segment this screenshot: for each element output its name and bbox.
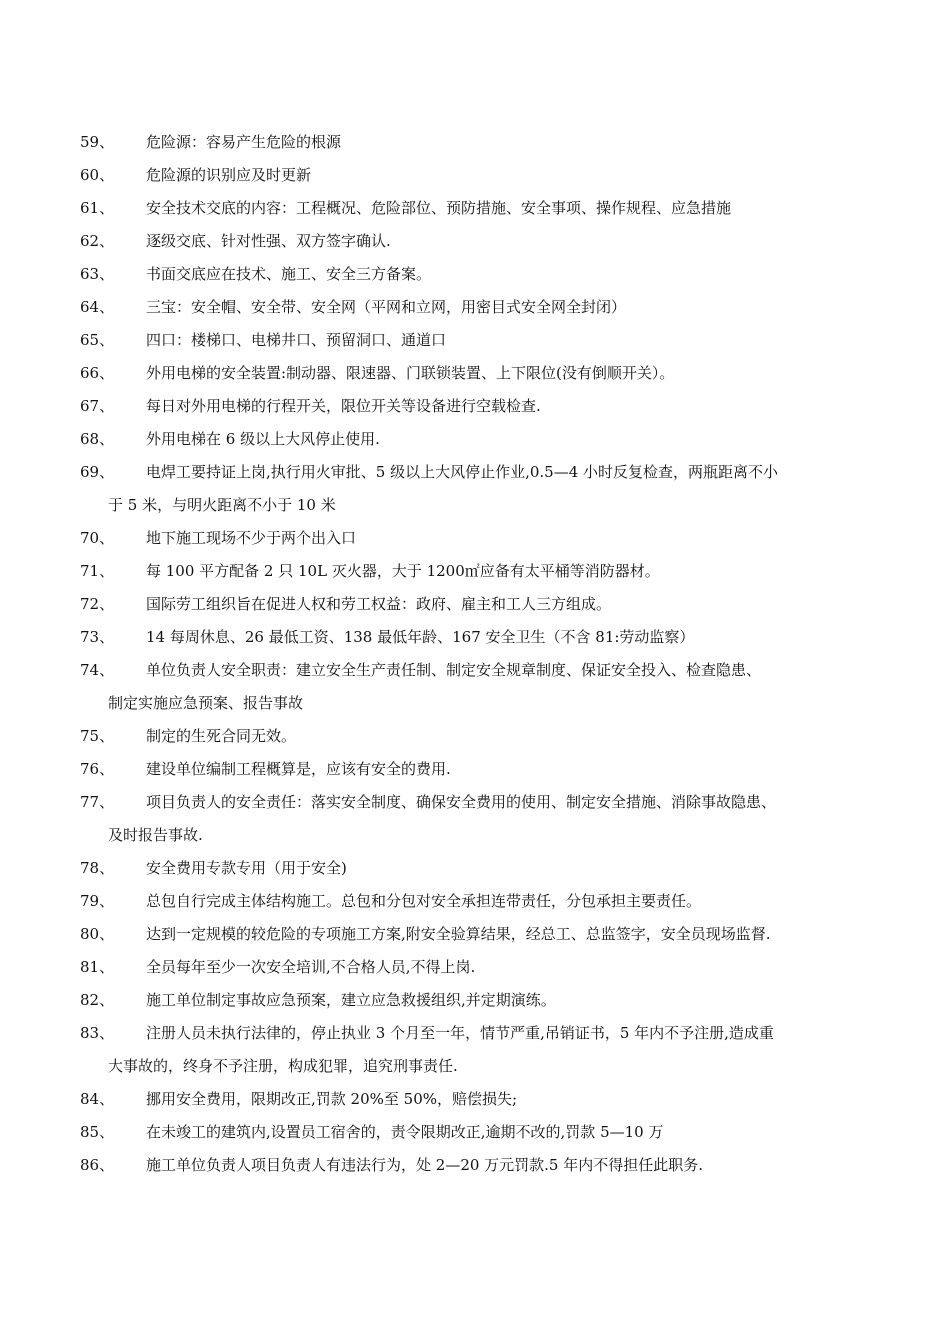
list-item	[80, 555, 870, 588]
item-number: 61、	[80, 199, 115, 217]
item-number: 83、	[80, 1024, 115, 1042]
list-item	[80, 1116, 870, 1149]
item-text: 电焊工要持证上岗,执行用火审批、5 级以上大风停止作业,0.5—4 小时反复检查，两瓶距离不小	[146, 463, 779, 481]
item-text: 每日对外用电梯的行程开关，限位开关等设备进行空载检查.	[146, 397, 541, 415]
list-item	[80, 621, 870, 654]
item-text: 危险源：容易产生危险的根源	[146, 133, 342, 151]
list-item	[80, 1149, 870, 1182]
item-number: 63、	[80, 265, 115, 283]
numbered-list	[80, 126, 870, 1182]
item-text-continuation: 及时报告事故.	[108, 826, 203, 844]
list-item	[80, 225, 870, 258]
item-number: 64、	[80, 298, 115, 316]
list-item	[80, 126, 870, 159]
item-number: 82、	[80, 991, 115, 1009]
item-text: 总包自行完成主体结构施工。总包和分包对安全承担连带责任，分包承担主要责任。	[146, 892, 702, 910]
list-item	[80, 324, 870, 357]
item-text: 安全技术交底的内容：工程概况、危险部位、预防措施、安全事项、操作规程、应急措施	[146, 199, 732, 217]
item-number: 77、	[80, 793, 115, 811]
list-item	[80, 786, 870, 852]
list-item	[80, 852, 870, 885]
item-text: 14 每周休息、26 最低工资、138 最低年龄、167 安全卫生（不含 81:劳动监察）	[146, 628, 695, 646]
item-number: 81、	[80, 958, 115, 976]
list-item	[80, 291, 870, 324]
item-text: 施工单位负责人项目负责人有违法行为，处 2—20 万元罚款.5 年内不得担任此职务.	[146, 1156, 704, 1174]
item-number: 78、	[80, 859, 115, 877]
list-item	[80, 984, 870, 1017]
item-number: 69、	[80, 463, 115, 481]
item-number: 79、	[80, 892, 115, 910]
item-text: 安全费用专款专用（用于安全)	[146, 859, 347, 877]
list-item	[80, 192, 870, 225]
item-text: 施工单位制定事故应急预案，建立应急救援组织,并定期演练。	[146, 991, 556, 1009]
list-item	[80, 951, 870, 984]
item-number: 70、	[80, 529, 115, 547]
item-text: 全员每年至少一次安全培训,不合格人员,不得上岗.	[146, 958, 476, 976]
item-text: 逐级交底、针对性强、双方签字确认.	[146, 232, 391, 250]
item-text-continuation: 于 5 米，与明火距离不小于 10 米	[108, 496, 336, 514]
item-number: 72、	[80, 595, 115, 613]
list-item	[80, 918, 870, 951]
item-number: 68、	[80, 430, 115, 448]
item-number: 73、	[80, 628, 115, 646]
item-text: 三宝：安全帽、安全带、安全网（平网和立网，用密目式安全网全封闭）	[146, 298, 627, 316]
item-number: 59、	[80, 133, 115, 151]
item-text: 单位负责人安全职责：建立安全生产责任制、制定安全规章制度、保证安全投入、检查隐患、	[146, 661, 762, 679]
item-text: 项目负责人的安全责任：落实安全制度、确保安全费用的使用、制定安全措施、消除事故隐患、	[146, 793, 777, 811]
list-item	[80, 753, 870, 786]
item-text: 国际劳工组织旨在促进人权和劳工权益：政府、雇主和工人三方组成。	[146, 595, 612, 613]
item-text: 书面交底应在技术、施工、安全三方备案。	[146, 265, 432, 283]
list-item	[80, 357, 870, 390]
item-text: 建设单位编制工程概算是，应该有安全的费用.	[146, 760, 451, 778]
list-item	[80, 456, 870, 522]
item-number: 80、	[80, 925, 115, 943]
item-text-continuation: 大事故的，终身不予注册，构成犯罪，追究刑事责任.	[108, 1057, 458, 1075]
list-item	[80, 720, 870, 753]
item-number: 62、	[80, 232, 115, 250]
list-item	[80, 258, 870, 291]
item-number: 75、	[80, 727, 115, 745]
item-text: 地下施工现场不少于两个出入口	[146, 529, 357, 547]
item-text: 每 100 平方配备 2 只 10L 灭火器，大于 1200㎡应备有太平桶等消防器材。	[146, 562, 660, 580]
list-item	[80, 159, 870, 192]
item-number: 84、	[80, 1090, 115, 1108]
item-number: 71、	[80, 562, 115, 580]
list-item	[80, 1017, 870, 1083]
item-number: 76、	[80, 760, 115, 778]
item-text: 达到一定规模的较危险的专项施工方案,附安全验算结果，经总工、总监签字，安全员现场监督.	[146, 925, 771, 943]
item-text-continuation: 制定实施应急预案、报告事故	[108, 694, 304, 712]
item-number: 65、	[80, 331, 115, 349]
list-item	[80, 1083, 870, 1116]
item-text: 挪用安全费用，限期改正,罚款 20%至 50%，赔偿损失;	[146, 1090, 518, 1108]
item-number: 66、	[80, 364, 115, 382]
list-item	[80, 588, 870, 621]
item-text: 外用电梯的安全装置:制动器、限速器、门联锁装置、上下限位(没有倒顺开关）。	[146, 364, 675, 382]
item-number: 60、	[80, 166, 115, 184]
item-text: 制定的生死合同无效。	[146, 727, 297, 745]
item-text: 四口：楼梯口、电梯井口、预留洞口、通道口	[146, 331, 447, 349]
item-number: 86、	[80, 1156, 115, 1174]
item-text: 外用电梯在 6 级以上大风停止使用.	[146, 430, 380, 448]
list-item	[80, 423, 870, 456]
list-item	[80, 522, 870, 555]
list-item	[80, 885, 870, 918]
list-item	[80, 654, 870, 720]
item-number: 67、	[80, 397, 115, 415]
list-item	[80, 390, 870, 423]
item-number: 74、	[80, 661, 115, 679]
item-text: 危险源的识别应及时更新	[146, 166, 312, 184]
item-text: 注册人员未执行法律的，停止执业 3 个月至一年，情节严重,吊销证书，5 年内不予注册,造成重	[146, 1024, 774, 1042]
item-number: 85、	[80, 1123, 115, 1141]
item-text: 在未竣工的建筑内,设置员工宿舍的，责令限期改正,逾期不改的,罚款 5—10 万	[146, 1123, 664, 1141]
